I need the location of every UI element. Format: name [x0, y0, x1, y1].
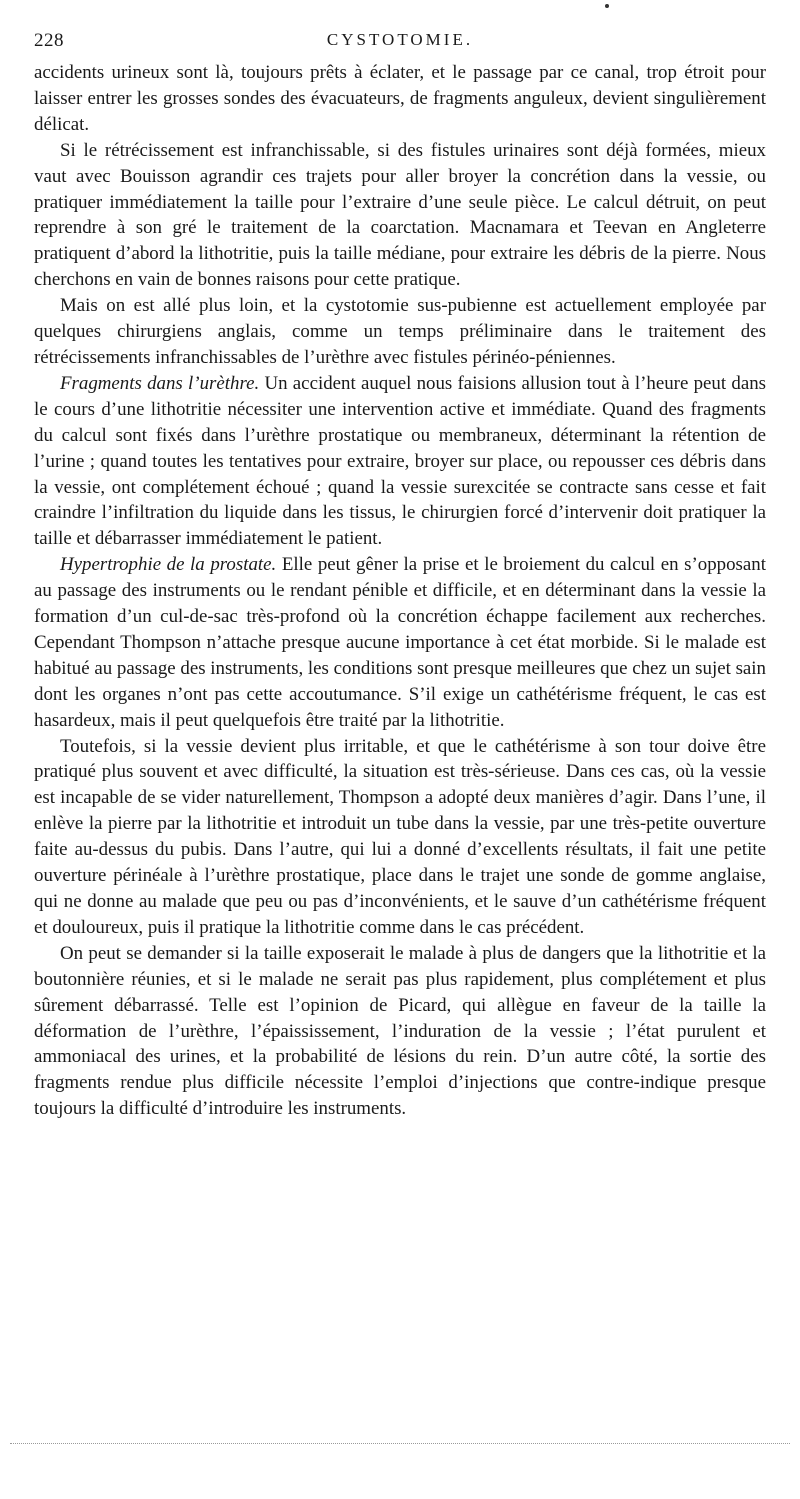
section-run-in-heading: Fragments dans l’urèthre. — [60, 372, 260, 394]
paragraph-infranchissable — [34, 138, 766, 293]
paragraph-text: Mais on est allé plus loin, et la cystotomie sus-pubienne est actuellement employée par quelques chirurgiens anglais, comme un temps préliminaire dans le traitement des rétrécissements infranchissables de l’urèthre avec fistules périnéo-péniennes. — [34, 295, 766, 368]
paragraph-text: Toutefois, si la vessie devient plus irritable, et que le cathétérisme à son tour doive être pratiqué plus souvent et avec difficulté, la situation est très-sérieuse. Dans ces cas, où la vessie est incapable de se vider naturellement, Thompson a adopté deux manières d’agir. Dans l’une, il enlève la pierre par la lithotritie et introduit un tube dans la vessie, par une très-petite ouverture faite au-dessus du pubis. Dans l’autre, qui lui a donné d’excellents résultats, il fait une petite ouverture périnéale à l’urèthre prostatique, place dans le trajet une sonde de gomme anglaise, qui ne donne au malade que peu ou pas d’inconvénients, et le sauve d’un cathétérisme fréquent et douloureux, puis il pratique la lithotritie comme dans le cas précédent. — [34, 735, 766, 938]
page-header — [34, 20, 766, 56]
printer-mark — [605, 4, 609, 8]
paragraph-text: Si le rétrécissement est infranchissable, si des fistules urinaires sont déjà formées, mieux vaut avec Bouisson agrandir ces trajets pour aller broyer la concrétion dans la vessie, ou pratiquer immédiatement la taille pour l’extraire d’une seule pièce. Le calcul détruit, on peut reprendre à son gré le traitement de la coarctation. Macnamara et Teevan en Angleterre pratiquent d’abord la lithotritie, puis la taille médiane, pour extraire les débris de la pierre. Nous cherchons en vain de bonnes raisons pour cette pratique. — [34, 139, 766, 291]
page-number: 228 — [34, 30, 64, 51]
paragraph-picard — [34, 941, 766, 1122]
running-title: CYSTOTOMIE. — [326, 30, 474, 49]
paragraph-prostate — [34, 552, 766, 733]
paragraph-text: accidents urineux sont là, toujours prêts à éclater, et le passage par ce canal, trop étroit pour laisser entrer les grosses sondes des évacuateurs, de fragments anguleux, devient singulièrement délicat. — [34, 62, 766, 135]
footer-rule — [10, 1443, 790, 1444]
section-run-in-heading: Hypertrophie de la prostate. — [60, 554, 277, 576]
paragraph-text: Un accident auquel nous faisions allusion tout à l’heure peut dans le cours d’une lithotritie nécessiter une intervention active et immédiate. Quand des fragments du calcul sont fixés dans l’urèthre prostatique ou membraneux, déterminant la rétention de l’urine ; quand toutes les tentatives pour extraire, broyer sur place, ou repousser ces débris dans la vessie, ont complétement échoué ; quand la vessie surexcitée se contracte sans cesse et fait craindre l’infiltration du liquide dans les tissus, le chirurgien forcé d’intervenir doit pratiquer la taille et débarrasser immédiatement le patient. — [34, 372, 766, 550]
body-text — [34, 60, 766, 1122]
paragraph-cystotomie — [34, 293, 766, 371]
paragraph-toutefois — [34, 734, 766, 941]
paragraph-text: On peut se demander si la taille exposerait le malade à plus de dangers que la lithotritie et la boutonnière réunies, et si le malade ne serait pas plus rapidement, plus complétement et plus sûrement débarrassé. Telle est l’opinion de Picard, qui allègue en faveur de la taille la déformation de l’urèthre, l’épaississement, l’induration de la vessie ; l’état purulent et ammoniacal des urines, et la probabilité de lésions du rein. D’un autre côté, la sortie des fragments rendue plus difficile nécessite l’emploi d’injections que contre-indique presque toujours la difficulté d’introduire les instruments. — [34, 942, 766, 1120]
paragraph-text: Elle peut gêner la prise et le broiement du calcul en s’opposant au passage des instruments ou le rendant pénible et difficile, et en déterminant dans la vessie la formation d’un cul-de-sac très-profond où la concrétion échappe facilement aux recherches. Cependant Thompson n’attache presque aucune importance à cet état morbide. Si le malade est habitué au passage des instruments, les conditions sont presque meilleures que chez un sujet sain dont les organes n’ont pas cette accoutumance. S’il exige un cathétérisme fréquent, le cas est hasardeux, mais il peut quelquefois être traité par la lithotritie. — [34, 554, 766, 731]
paragraph-continuation — [34, 60, 766, 138]
book-page — [34, 20, 766, 1460]
paragraph-fragments — [34, 371, 766, 552]
